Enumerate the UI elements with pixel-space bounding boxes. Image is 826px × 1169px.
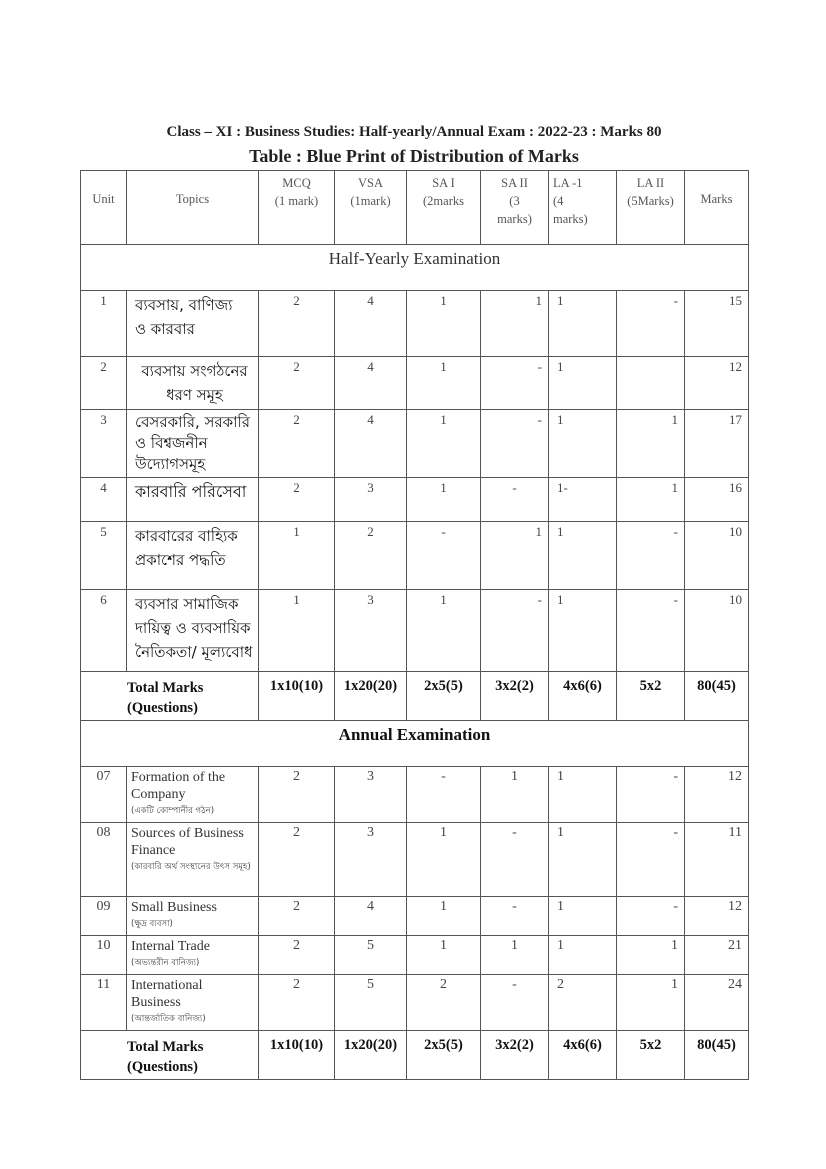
col-vsa: VSA (1mark) <box>335 171 407 245</box>
sa2-cell: - <box>481 897 549 936</box>
unit-cell: 5 <box>81 522 127 590</box>
sa1-cell: - <box>407 767 481 823</box>
table-row <box>81 410 749 478</box>
vsa-cell: 4 <box>335 410 407 478</box>
total-la2: 5x2 <box>617 672 685 721</box>
topic-cell: Formation of the Company (একটি কোম্পানীর গঠন) <box>127 767 259 823</box>
total-sa1: 2x5(5) <box>407 672 481 721</box>
topic-cell: কারবারের বাহ্যিক প্রকাশের পদ্ধতি <box>127 522 259 590</box>
marks-cell: 12 <box>685 357 749 410</box>
la2-cell: - <box>617 897 685 936</box>
sa1-cell: 1 <box>407 823 481 897</box>
la1-cell: 1- <box>549 478 617 522</box>
marks-cell: 16 <box>685 478 749 522</box>
mcq-cell: 2 <box>259 767 335 823</box>
total-label: Total Marks (Questions) <box>81 672 259 721</box>
sa2-cell: - <box>481 410 549 478</box>
total-row-half-yearly <box>81 672 749 721</box>
total-row-annual <box>81 1031 749 1080</box>
vsa-cell: 3 <box>335 767 407 823</box>
header-row <box>81 171 749 245</box>
la2-cell: 1 <box>617 975 685 1031</box>
sa1-cell: 1 <box>407 936 481 975</box>
unit-cell: 09 <box>81 897 127 936</box>
sa1-cell: 1 <box>407 590 481 672</box>
la2-cell: - <box>617 590 685 672</box>
col-marks: Marks <box>685 171 749 245</box>
la1-cell: 1 <box>549 823 617 897</box>
vsa-cell: 4 <box>335 357 407 410</box>
la1-cell: 1 <box>549 357 617 410</box>
section-heading-annual <box>81 721 749 767</box>
mcq-cell: 2 <box>259 478 335 522</box>
sa2-cell: 1 <box>481 522 549 590</box>
topic-cell: International Business (আন্তর্জাতিক বানিজ্য) <box>127 975 259 1031</box>
vsa-cell: 3 <box>335 478 407 522</box>
total-la2: 5x2 <box>617 1031 685 1080</box>
sa1-cell: 1 <box>407 897 481 936</box>
mcq-cell: 2 <box>259 410 335 478</box>
topic-cell: Sources of Business Finance (কারবারি অর্থ সংস্থানের উৎস সমূহ) <box>127 823 259 897</box>
total-sa2: 3x2(2) <box>481 672 549 721</box>
la2-cell: - <box>617 291 685 357</box>
la1-cell: 1 <box>549 410 617 478</box>
mcq-cell: 2 <box>259 291 335 357</box>
mcq-cell: 2 <box>259 897 335 936</box>
total-marks: 80(45) <box>685 672 749 721</box>
section-heading-half-yearly <box>81 245 749 291</box>
unit-cell: 10 <box>81 936 127 975</box>
blueprint-table <box>80 170 749 1080</box>
la2-cell: 1 <box>617 410 685 478</box>
mcq-cell: 2 <box>259 936 335 975</box>
la1-cell: 1 <box>549 936 617 975</box>
table-row <box>81 975 749 1031</box>
unit-cell: 6 <box>81 590 127 672</box>
table-row <box>81 357 749 410</box>
table-row <box>81 936 749 975</box>
sa1-cell: 1 <box>407 478 481 522</box>
la1-cell: 1 <box>549 590 617 672</box>
sa2-cell: 1 <box>481 936 549 975</box>
col-sa1: SA I (2marks <box>407 171 481 245</box>
marks-cell: 12 <box>685 897 749 936</box>
marks-cell: 21 <box>685 936 749 975</box>
table-title: Table : Blue Print of Distribution of Marks <box>249 146 579 166</box>
la2-cell <box>617 357 685 410</box>
marks-cell: 11 <box>685 823 749 897</box>
la2-cell: - <box>617 823 685 897</box>
la1-cell: 1 <box>549 291 617 357</box>
unit-cell: 3 <box>81 410 127 478</box>
vsa-cell: 4 <box>335 291 407 357</box>
col-la2: LA II (5Marks) <box>617 171 685 245</box>
table-row <box>81 823 749 897</box>
topic-cell: বেসরকারি, সরকারি ও বিশ্বজনীন উদ্যোগসমূহ <box>127 410 259 478</box>
la2-cell: 1 <box>617 936 685 975</box>
marks-cell: 10 <box>685 522 749 590</box>
sa1-cell: - <box>407 522 481 590</box>
sa1-cell: 1 <box>407 291 481 357</box>
sa2-cell: - <box>481 823 549 897</box>
total-mcq: 1x10(10) <box>259 672 335 721</box>
vsa-cell: 3 <box>335 823 407 897</box>
la2-cell: - <box>617 767 685 823</box>
la1-cell: 1 <box>549 767 617 823</box>
mcq-cell: 2 <box>259 823 335 897</box>
total-marks: 80(45) <box>685 1031 749 1080</box>
total-mcq: 1x10(10) <box>259 1031 335 1080</box>
sa2-cell: 1 <box>481 767 549 823</box>
table-row <box>81 478 749 522</box>
total-vsa: 1x20(20) <box>335 1031 407 1080</box>
sa1-cell: 1 <box>407 357 481 410</box>
total-vsa: 1x20(20) <box>335 672 407 721</box>
marks-cell: 17 <box>685 410 749 478</box>
unit-cell: 2 <box>81 357 127 410</box>
marks-cell: 15 <box>685 291 749 357</box>
total-la1: 4x6(6) <box>549 1031 617 1080</box>
topic-cell: ব্যবসায় সংগঠনের ধরণ সমূহ <box>127 357 259 410</box>
total-la1: 4x6(6) <box>549 672 617 721</box>
la2-cell: 1 <box>617 478 685 522</box>
table-row <box>81 590 749 672</box>
vsa-cell: 4 <box>335 897 407 936</box>
mcq-cell: 1 <box>259 590 335 672</box>
topic-cell: ব্যবসার সামাজিক দায়িত্ব ও ব্যবসায়িক নৈতিকতা/ মূল্যবোধ <box>127 590 259 672</box>
document-title: Class – XI : Business Studies: Half-yearly/Annual Exam : 2022-23 : Marks 80 <box>166 124 662 140</box>
sa2-cell: - <box>481 590 549 672</box>
mcq-cell: 2 <box>259 357 335 410</box>
table-row <box>81 897 749 936</box>
sa2-cell: - <box>481 478 549 522</box>
marks-cell: 10 <box>685 590 749 672</box>
annual-heading: Annual Examination <box>81 721 749 767</box>
total-sa1: 2x5(5) <box>407 1031 481 1080</box>
sa2-cell: 1 <box>481 291 549 357</box>
topic-cell: Small Business (ক্ষুদ্র ব্যবসা) <box>127 897 259 936</box>
unit-cell: 11 <box>81 975 127 1031</box>
topic-cell: ব্যবসায়, বাণিজ্য ও কারবার <box>127 291 259 357</box>
vsa-cell: 2 <box>335 522 407 590</box>
unit-cell: 07 <box>81 767 127 823</box>
col-topics: Topics <box>127 171 259 245</box>
topic-cell: Internal Trade (অভ্যন্তরীন বানিজ্য) <box>127 936 259 975</box>
total-sa2: 3x2(2) <box>481 1031 549 1080</box>
unit-cell: 08 <box>81 823 127 897</box>
topic-cell: কারবারি পরিসেবা <box>127 478 259 522</box>
sa2-cell: - <box>481 975 549 1031</box>
la1-cell: 1 <box>549 522 617 590</box>
vsa-cell: 3 <box>335 590 407 672</box>
half-yearly-heading: Half-Yearly Examination <box>81 245 749 291</box>
col-la1: LA -1 (4 marks) <box>549 171 617 245</box>
table-row <box>81 291 749 357</box>
sa1-cell: 2 <box>407 975 481 1031</box>
mcq-cell: 2 <box>259 975 335 1031</box>
la2-cell: - <box>617 522 685 590</box>
sa2-cell: - <box>481 357 549 410</box>
unit-cell: 4 <box>81 478 127 522</box>
table-row <box>81 522 749 590</box>
unit-cell: 1 <box>81 291 127 357</box>
marks-cell: 24 <box>685 975 749 1031</box>
vsa-cell: 5 <box>335 936 407 975</box>
la1-cell: 2 <box>549 975 617 1031</box>
total-label: Total Marks (Questions) <box>81 1031 259 1080</box>
col-sa2: SA II (3 marks) <box>481 171 549 245</box>
col-mcq: MCQ (1 mark) <box>259 171 335 245</box>
table-row <box>81 767 749 823</box>
col-unit: Unit <box>81 171 127 245</box>
vsa-cell: 5 <box>335 975 407 1031</box>
mcq-cell: 1 <box>259 522 335 590</box>
sa1-cell: 1 <box>407 410 481 478</box>
marks-cell: 12 <box>685 767 749 823</box>
la1-cell: 1 <box>549 897 617 936</box>
